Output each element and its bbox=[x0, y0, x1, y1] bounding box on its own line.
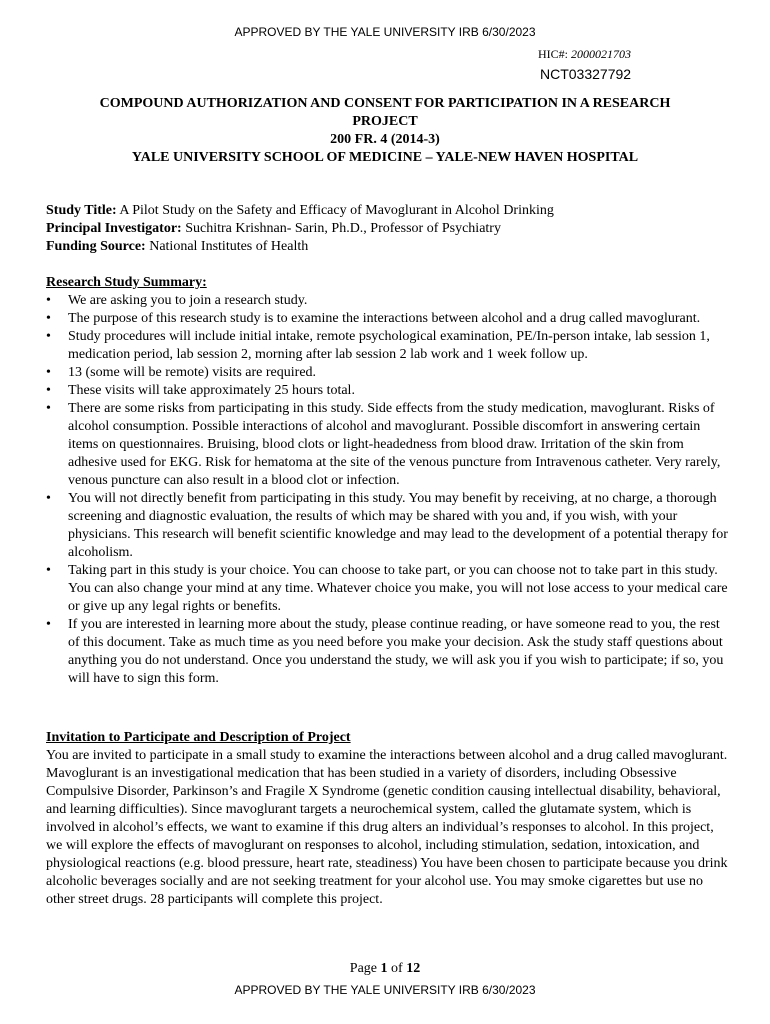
page-word: Page bbox=[349, 961, 378, 976]
list-item bbox=[46, 490, 728, 562]
study-title-label: Study Title: bbox=[46, 203, 117, 218]
list-item bbox=[46, 616, 728, 688]
bullet-icon: • bbox=[46, 401, 51, 416]
page-current: 1 bbox=[380, 961, 388, 976]
page-number bbox=[0, 961, 770, 977]
list-item bbox=[46, 310, 728, 328]
title-line-4: YALE UNIVERSITY SCHOOL OF MEDICINE – YALE-NEW HAVEN HOSPITAL bbox=[131, 150, 639, 165]
summary-list bbox=[46, 292, 728, 688]
funding-source-value: National Institutes of Health bbox=[149, 239, 309, 254]
summary-item-text: Study procedures will include initial intake, remote psychological examination, PE/In-person intake, lab session 1, medication period, lab session 2, morning after lab session 2 lab work and 1 week follow up. bbox=[68, 329, 710, 362]
list-item bbox=[46, 562, 728, 616]
principal-investigator-value: Suchitra Krishnan- Sarin, Ph.D., Professor of Psychiatry bbox=[185, 221, 501, 236]
principal-investigator-row bbox=[46, 220, 736, 238]
summary-item-text: You will not directly benefit from participating in this study. You may benefit by receiving, at no charge, a thorough screening and diagnostic evaluation, the results of which may be shared with you and, if you wish, with your physicians. This research will benefit scientific knowledge and may lead to the development of a potential therapy for alcoholism. bbox=[68, 491, 728, 560]
summary-item-text: We are asking you to join a research study. bbox=[68, 293, 308, 308]
page-total: 12 bbox=[406, 961, 421, 976]
summary-heading: Research Study Summary: bbox=[46, 275, 207, 290]
hic-label: HIC#: bbox=[538, 47, 568, 61]
hic-number bbox=[538, 47, 631, 62]
hic-value: 2000021703 bbox=[571, 47, 631, 61]
title-line-2: PROJECT bbox=[352, 114, 418, 129]
list-item bbox=[46, 382, 728, 400]
invitation-heading: Invitation to Participate and Description of Project bbox=[46, 730, 351, 745]
title-line-3: 200 FR. 4 (2014-3) bbox=[330, 132, 440, 147]
summary-item-text: Taking part in this study is your choice. You can choose to take part, or you can choose not to take part in this study. You can also change your mind at any time. Whatever choice you make, you will not lose access to your medical care or give up any legal rights or benefits. bbox=[68, 563, 728, 614]
bullet-icon: • bbox=[46, 617, 51, 632]
summary-item-text: There are some risks from participating in this study. Side effects from the study medication, mavoglurant. Risks of alcohol consumption. Possible interactions of alcohol and mavoglurant. Possible discomfort in answering certain items on questionnaires. Bruising, blood clots or light-headedness from blood draw. Irritation of the skin from adhesive used for EKG. Risk for hematoma at the site of the venous puncture from Intravenous catheter. Very rarely, venous puncture can also result in a blood clot or infection. bbox=[68, 401, 721, 488]
principal-investigator-label: Principal Investigator: bbox=[46, 221, 182, 236]
nct-number: NCT03327792 bbox=[540, 66, 632, 82]
summary-item-text: The purpose of this research study is to examine the interactions between alcohol and a drug called mavoglurant. bbox=[68, 311, 701, 326]
bullet-icon: • bbox=[46, 365, 51, 380]
summary-item-text: 13 (some will be remote) visits are required. bbox=[68, 365, 317, 380]
study-title-row bbox=[46, 202, 736, 220]
bullet-icon: • bbox=[46, 329, 51, 344]
funding-source-label: Funding Source: bbox=[46, 239, 146, 254]
bullet-icon: • bbox=[46, 563, 51, 578]
page-of: of bbox=[391, 961, 403, 976]
summary-item-text: These visits will take approximately 25 hours total. bbox=[68, 383, 355, 398]
irb-approval-header: APPROVED BY THE YALE UNIVERSITY IRB 6/30/2023 bbox=[234, 25, 536, 39]
summary-item-text: If you are interested in learning more about the study, please continue reading, or have someone read to you, the rest of this document. Take as much time as you need before you make your decision. Ask the study staff questions about anything you do not understand. Once you understand the study, we will ask you if you wish to participate; if so, you will have to sign this form. bbox=[68, 617, 724, 686]
list-item bbox=[46, 400, 728, 490]
bullet-icon: • bbox=[46, 383, 51, 398]
irb-approval-footer: APPROVED BY THE YALE UNIVERSITY IRB 6/30/2023 bbox=[234, 983, 536, 997]
study-title-value: A Pilot Study on the Safety and Efficacy of Mavoglurant in Alcohol Drinking bbox=[119, 203, 554, 218]
list-item bbox=[46, 328, 728, 364]
funding-source-row bbox=[46, 238, 736, 256]
list-item bbox=[46, 364, 728, 382]
study-info bbox=[46, 202, 736, 256]
bullet-icon: • bbox=[46, 491, 51, 506]
bullet-icon: • bbox=[46, 293, 51, 308]
list-item bbox=[46, 292, 728, 310]
bullet-icon: • bbox=[46, 311, 51, 326]
title-line-1: COMPOUND AUTHORIZATION AND CONSENT FOR PARTICIPATION IN A RESEARCH bbox=[99, 96, 671, 111]
invitation-body: You are invited to participate in a small study to examine the interactions between alcohol and a drug called mavoglurant. Mavoglurant is an investigational medication that has been studied in a variety of disorders, including Obsessive Compulsive Disorder, Parkinson’s and Fragile X Syndrome (genetic condition causing intellectual disability, behavioral, and learning difficulties). Since mavoglurant targets a neurochemical system, called the glutamate system, which is involved in alcohol’s effects, we want to examine if this drug alters an individual’s responses to alcohol. In this project, we will explore the effects of mavoglurant on responses to alcohol, including stimulation, sedation, intoxication, and physiological reactions (e.g. blood pressure, heart rate, steadiness) You have been chosen to participate because you drink alcoholic beverages socially and are not seeking treatment for your alcohol use. You may smoke cigarettes but use no other street drugs. 28 participants will complete this project. bbox=[46, 748, 728, 907]
document-title bbox=[40, 95, 730, 167]
